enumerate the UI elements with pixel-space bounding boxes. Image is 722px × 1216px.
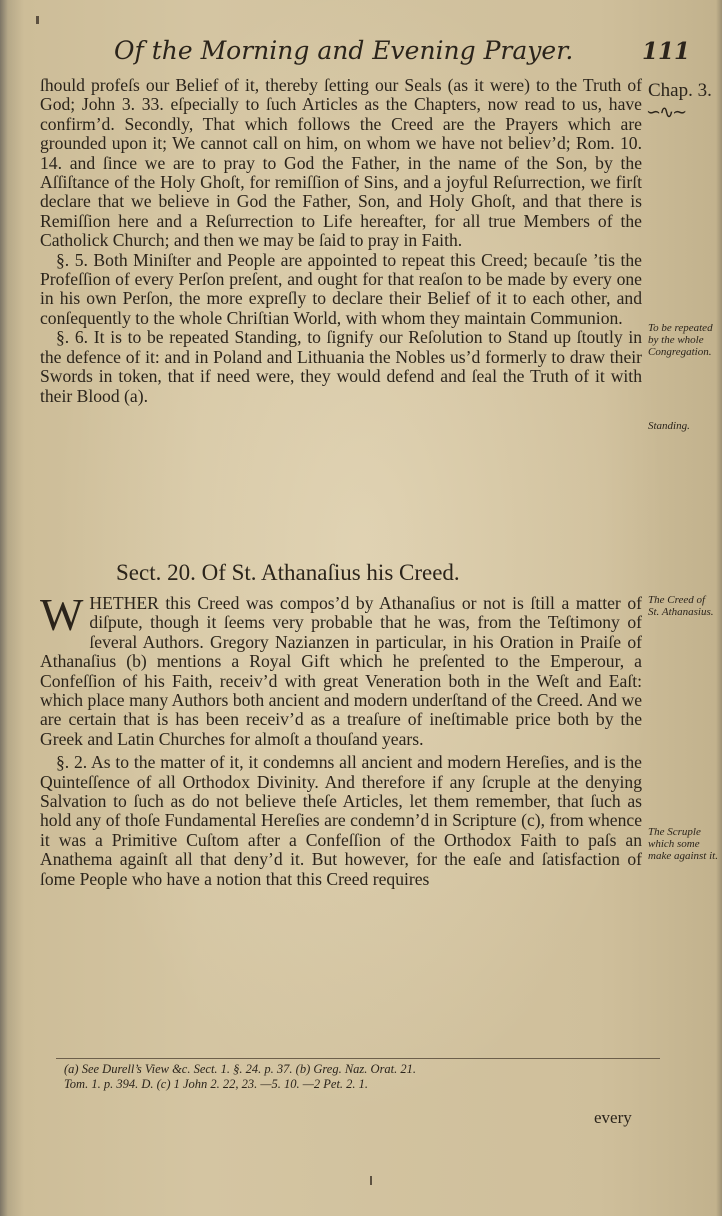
footnote-line: Tom. 1. p. 394. D. (c) 1 John 2. 22, 23. —5. 10. —2 Pet. 2. 1. bbox=[64, 1077, 369, 1091]
margin-note-creed: The Creed of St. Athanasius. bbox=[648, 594, 714, 618]
paragraph-athanasius bbox=[40, 589, 642, 749]
running-title: Of the Morning and Evening Prayer. bbox=[114, 36, 574, 65]
section-heading: Sect. 20. Of St. Athanaſius his Creed. bbox=[116, 560, 460, 585]
margin-note-scruple: The Scruple which some make against it. bbox=[648, 826, 718, 862]
paragraph-athanasius-text: HETHER this Creed was compos’d by Athanaſius or not is ſtill a matter of diſpute, though it ſeems very probable that he was, from the Teſtimony of ſeveral Authors. Gregory Nazianzen in particular, in his Oration in Praiſe of Athanaſius (b) mentions a Royal Gift which he preſented to the Emperour, a Confeſſion of his Faith, receiv’d with great Veneration both in the Weſt and Eaſt: which place many Authors both ancient and modern underſtand of the Creed. And we are certain that is has been receiv’d as a treaſure of ineſtimable price both by the Greek and Latin Churches for almoſt a thouſand years. bbox=[40, 593, 642, 749]
margin-note-standing: Standing. bbox=[648, 420, 690, 432]
section-20-text bbox=[40, 589, 642, 889]
margin-note-repeat: To be repeated by the whole Congregation. bbox=[648, 322, 713, 358]
footnote-line: (a) See Durell’s View &c. Sect. 1. §. 24. p. 37. (b) Greg. Naz. Orat. 21. bbox=[64, 1062, 417, 1076]
paragraph-creed-belief: ſhould profeſs our Belief of it, thereby ſetting our Seals (as it were) to the Truth of God; John 3. 33. eſpecially to ſuch Articles as the Chapters, now read to us, have confirm’d. Secondly, That which follows the Creed are the Prayers which are grounded upon it; We cannot call on him, on whom we have not believ’d; Rom. 10. 14. and ſince we are to pray to God the Father, in the name of the Son, by the Aſſiſtance of the Holy Ghoſt, for remiſſion of Sins, and a joyful Reſurrection, we firſt declare that we believe in God the Father, Son, and Holy Ghoſt, and that there is Remiſſion here and a Reſurrection to Life hereafter, for all true Members of the Catholick Church; and then we may be ſaid to pray in Faith. bbox=[40, 75, 642, 251]
chapter-marker: Chap. 3. bbox=[648, 80, 712, 101]
footnotes bbox=[64, 1062, 664, 1092]
catchword: every bbox=[594, 1108, 632, 1127]
footnote-divider bbox=[56, 1058, 660, 1059]
paragraph-section-2: §. 2. As to the matter of it, it condemns all ancient and modern Hereſies, and is the Quinteſſence of all Orthodox Divinity. And therefore if any ſcruple at the denying Salvation to ſuch as do not believe theſe Articles, let them remember, that ſuch as hold any of thoſe Fundamental Hereſies are condemn’d in Scripture (c), from whence it was a Primitive Cuſtom after a Confeſſion of the Orthodox Faith to paſs an Anathema againſt all that deny’d it. But however, for the eaſe and ſatisfaction of ſome People who have a notion that this Creed requires bbox=[40, 752, 642, 889]
ornament-icon: ∽∿∼ bbox=[646, 102, 686, 123]
page-number: 111 bbox=[641, 38, 690, 65]
paragraph-section-6: §. 6. It is to be repeated Standing, to ſignify our Reſolution to Stand up ſtoutly in the defence of it: and in Poland and Lithuania the Nobles us’d formerly to draw their Swords in token, that if need were, they would defend and ſeal the Truth of it with their Blood (a). bbox=[40, 327, 642, 406]
paragraph-section-5: §. 5. Both Miniſter and People are appointed to repeat this Creed; becauſe ’tis the Profeſſion of every Perſon preſent, and ought for that reaſon to be made by every one in his own Perſon, the more expreſly to declare their Belief of it to each other, and conſequently to the whole Chriſtian World, with whom they maintain Communion. bbox=[40, 249, 642, 328]
page-header bbox=[60, 36, 690, 72]
drop-cap: W bbox=[40, 589, 84, 640]
main-text bbox=[40, 76, 642, 406]
ink-speck bbox=[36, 16, 39, 24]
ink-speck bbox=[370, 1176, 372, 1185]
